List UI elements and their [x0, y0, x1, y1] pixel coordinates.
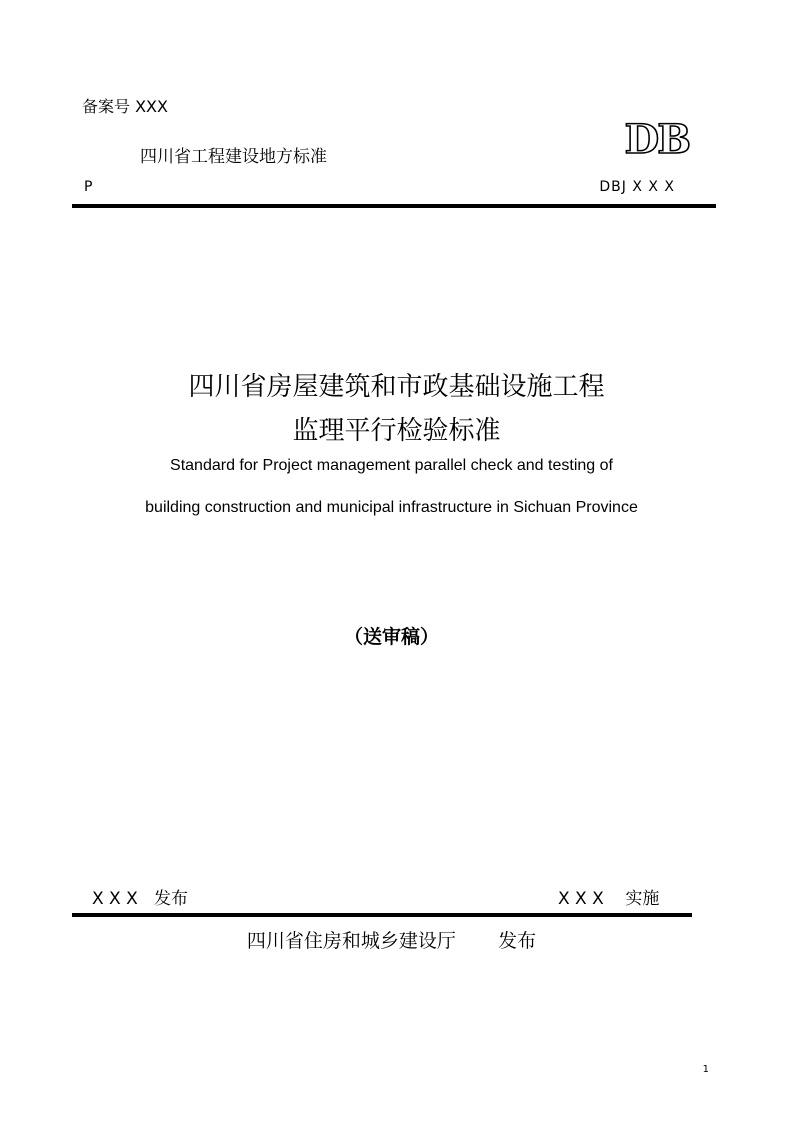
- record-number: 备案号 XXX: [82, 97, 168, 116]
- header-divider: [72, 204, 716, 208]
- title-en-line1: Standard for Project management parallel check and testing of: [170, 457, 613, 474]
- title-zh-line2: 监理平行检验标准: [292, 416, 501, 446]
- page-number: 1: [702, 1064, 709, 1075]
- draft-status: （送审稿）: [343, 626, 439, 648]
- db-logo: DB: [624, 116, 689, 163]
- issue-date: X X X 发布: [92, 889, 188, 909]
- publisher: 四川省住房和城乡建设厅 发布: [246, 930, 537, 952]
- classification-code: P: [84, 179, 93, 195]
- standard-type: 四川省工程建设地方标准: [140, 147, 327, 167]
- title-en-line2: building construction and municipal infrastructure in Sichuan Province: [145, 499, 638, 516]
- title-zh-line1: 四川省房屋建筑和市政基础设施工程: [188, 372, 605, 402]
- implementation-date: X X X 实施: [558, 889, 660, 909]
- footer-divider: [72, 913, 692, 917]
- standard-code: DBJ X X X: [599, 179, 675, 195]
